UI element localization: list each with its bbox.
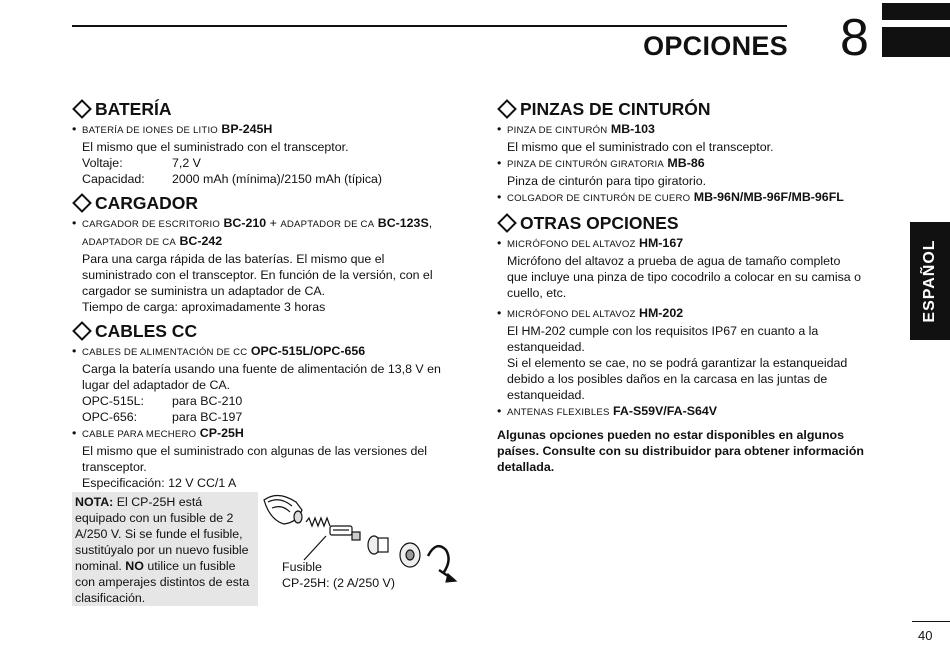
item-description: Especificación: 12 V CC/1 A [82, 476, 237, 490]
language-tab [910, 222, 950, 340]
chapter-bar-top [882, 3, 950, 20]
note-box: NOTA: El CP-25H está equipado con un fusible de 2 A/250 V. Si se funde el fusible, sustitúyalo por un nuevo fusible nominal. NO utilice un fusible con amperajes distintos de esta clasificación. [72, 492, 258, 606]
list-item: • CABLE PARA MECHERO CP-25H [72, 426, 244, 440]
list-item: • ANTENAS FLEXIBLES FA-S59V/FA-S64V [497, 404, 718, 418]
item-description: El mismo que el suministrado con el transceptor. [82, 140, 349, 154]
item-description: cargador se suministra un adaptador de CA. [82, 284, 326, 298]
list-item: • MICRÓFONO DEL ALTAVOZ HM-167 [497, 236, 684, 250]
list-item: • MICRÓFONO DEL ALTAVOZ HM-202 [497, 306, 684, 320]
item-description: cuello, etc. [507, 286, 567, 300]
page-number-rule [912, 621, 950, 622]
item-description: El mismo que el suministrado con algunas de las versiones del [82, 444, 428, 458]
item-description: lugar del adaptador de CA. [82, 378, 231, 392]
item-description: El mismo que el suministrado con el transceptor. [507, 140, 774, 154]
section-heading-otras: OTRAS OPCIONES [497, 212, 887, 234]
spec-row: OPC-656: para BC-197 [82, 410, 243, 424]
list-item: • CABLES DE ALIMENTACIÓN DE CC OPC-515L/OPC-656 [72, 344, 366, 358]
chapter-bar-bottom [882, 27, 950, 57]
item-description: transceptor. [82, 460, 147, 474]
spec-row: OPC-515L: para BC-210 [82, 394, 243, 408]
item-description: suministrado con el transceptor. En función de la versión, con el [82, 268, 433, 282]
item-description: debido a los posibles daños en la carcasa en las juntas de [507, 372, 828, 386]
list-item-cont: ADAPTADOR DE CA BC-242 [82, 234, 223, 248]
diamond-icon [72, 99, 92, 119]
item-description: Tiempo de carga: aproximadamente 3 horas [82, 300, 326, 314]
item-description: Micrófono del altavoz a prueba de agua de tamaño completo [507, 254, 841, 268]
section-heading-cargador: CARGADOR [72, 192, 462, 214]
item-description: que incluye una pinza de tipo cocodrilo a colocar en su camisa o [507, 270, 862, 284]
diamond-icon [497, 99, 517, 119]
section-heading-pinzas: PINZAS DE CINTURÓN [497, 98, 887, 120]
right-column [497, 98, 887, 475]
diamond-icon [72, 193, 92, 213]
item-description: El HM-202 cumple con los requisitos IP67 en cuanto a la [507, 324, 819, 338]
list-item: • COLGADOR DE CINTURÓN DE CUERO MB-96N/MB-96F/MB-96FL [497, 190, 844, 204]
header-rule [72, 25, 787, 27]
diamond-icon [72, 321, 92, 341]
list-item: • BATERÍA DE IONES DE LITIO BP-245H [72, 122, 273, 136]
left-column [72, 98, 462, 491]
spec-row: Voltaje: 7,2 V [82, 156, 201, 170]
item-description: estanqueidad. [507, 340, 585, 354]
item-description: Pinza de cinturón para tipo giratorio. [507, 174, 707, 188]
figure-caption: Fusible CP-25H: (2 A/250 V) [282, 560, 395, 590]
list-item: • CARGADOR DE ESCRITORIO BC-210 + ADAPTADOR DE CA BC-123S, [72, 216, 433, 230]
section-heading-cables: CABLES CC [72, 320, 462, 342]
chapter-title: OPCIONES [643, 31, 788, 61]
item-description: Carga la batería usando una fuente de alimentación de 13,8 V en [82, 362, 441, 376]
list-item: • PINZA DE CINTURÓN GIRATORIA MB-86 [497, 156, 705, 170]
section-heading-bateria: BATERÍA [72, 98, 462, 120]
language-tab-label: ESPAÑOL [921, 239, 938, 323]
item-description: estanqueidad. [507, 388, 585, 402]
list-item: • PINZA DE CINTURÓN MB-103 [497, 122, 655, 136]
availability-notice: Algunas opciones pueden no estar disponibles en algunos países. Consulte con su distribuidor para obtener información detallada. [497, 428, 864, 474]
item-description: Para una carga rápida de las baterías. El mismo que el [82, 252, 385, 266]
diamond-icon [497, 213, 517, 233]
chapter-number: 8 [840, 9, 869, 67]
page-number: 40 [918, 628, 933, 643]
spec-row: Capacidad: 2000 mAh (mínima)/2150 mAh (típica) [82, 172, 383, 186]
item-description: Si el elemento se cae, no se podrá garantizar la estanqueidad [507, 356, 848, 370]
